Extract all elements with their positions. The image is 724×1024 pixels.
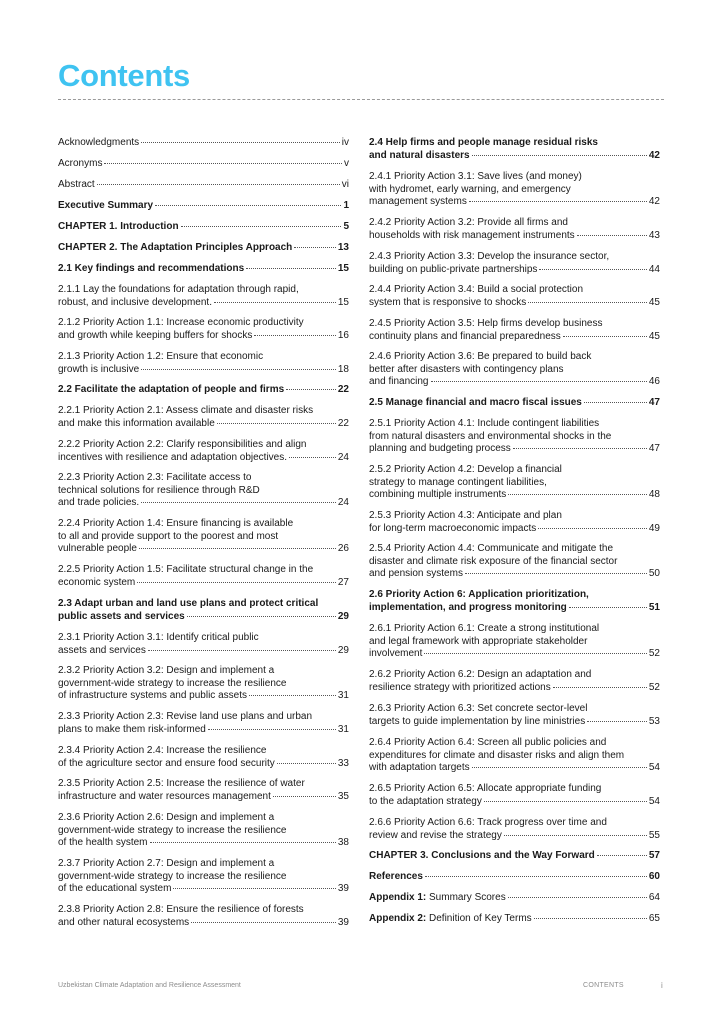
toc-entry[interactable]: [58, 518, 349, 556]
toc-entry-line: [58, 611, 349, 624]
toc-entry-text: and pension systems: [369, 568, 463, 580]
toc-entry-text: to all and provide support to the poorest and most: [58, 530, 279, 542]
toc-entry[interactable]: [369, 703, 660, 728]
toc-entry-text: Definition of Key Terms: [429, 913, 532, 924]
toc-entry[interactable]: [58, 221, 349, 234]
toc-entry-text: strategy to manage contingent liabilities,: [369, 476, 547, 488]
toc-entry-text: 2.4 Help firms and people manage residual risks: [369, 137, 598, 148]
toc-entry-text: 2.2.1 Priority Action 2.1: Assess climate and disaster risks: [58, 405, 314, 416]
footer-page-number: i: [661, 981, 663, 990]
toc-entry-line: [369, 762, 660, 775]
dot-leader: [539, 269, 646, 270]
toc-entry-text: households with risk management instruments: [369, 229, 575, 241]
dot-leader: [277, 763, 336, 764]
toc-entry-text: 2.4.3 Priority Action 3.3: Develop the insurance sector,: [369, 251, 610, 262]
toc-entry[interactable]: [58, 439, 349, 464]
dot-leader: [425, 876, 647, 877]
dot-leader: [137, 582, 336, 583]
toc-entry-line: [369, 796, 660, 809]
toc-entry[interactable]: [58, 242, 349, 255]
toc-entry-line: [369, 913, 660, 926]
toc-entry[interactable]: [369, 783, 660, 808]
toc-page-number: 65: [648, 913, 660, 924]
toc-page-number: 54: [648, 795, 660, 807]
toc-entry[interactable]: [58, 200, 349, 213]
toc-page-number: 57: [648, 850, 660, 861]
toc-entry-line: [369, 297, 660, 310]
toc-entry-text: of the agriculture sector and ensure food security: [58, 757, 275, 769]
dot-leader: [155, 205, 341, 206]
toc-page-number: 35: [337, 790, 349, 802]
toc-entry-text: 2.2.4 Priority Action 1.4: Ensure financing is available: [58, 518, 294, 529]
toc-entry-line: [369, 568, 660, 581]
toc-page-number: 29: [337, 610, 349, 622]
toc-entry[interactable]: [369, 251, 660, 276]
dot-leader: [150, 842, 336, 843]
toc-entry-text: involvement: [369, 648, 423, 660]
toc-entry-line: [369, 523, 660, 536]
toc-entry[interactable]: [58, 665, 349, 703]
toc-entry-text: 2.5 Manage financial and macro fiscal issues: [369, 397, 582, 408]
toc-entry-text: continuity plans and financial preparedness: [369, 330, 561, 342]
toc-entry-text: robust, and inclusive development.: [58, 296, 212, 308]
toc-entry-text: 2.1.2 Priority Action 1.1: Increase economic productivity: [58, 317, 304, 328]
toc-entry[interactable]: [369, 817, 660, 842]
toc-entry-text: assets and services: [58, 644, 146, 656]
dot-leader: [504, 835, 647, 836]
toc-entry-text: 2.3 Adapt urban and land use plans and protect critical: [58, 598, 319, 609]
dot-leader: [141, 502, 336, 503]
toc-entry-text: and other natural ecosystems: [58, 916, 190, 928]
toc-page-number: 5: [343, 221, 349, 232]
toc-page-number: 18: [337, 363, 349, 375]
toc-entry-text: References: [369, 871, 423, 882]
dot-leader: [484, 801, 647, 802]
toc-entry-line: [369, 830, 660, 843]
toc-page-number: 45: [648, 330, 660, 342]
toc-entry[interactable]: [369, 510, 660, 535]
dot-leader: [289, 457, 336, 458]
page-title: Contents: [58, 58, 190, 93]
toc-entry-text: 2.6.4 Priority Action 6.4: Screen all public policies and: [369, 737, 607, 748]
toc-entry-text: 2.4.4 Priority Action 3.4: Build a social protection: [369, 284, 584, 295]
toc-entry-text: 2.6.5 Priority Action 6.5: Allocate appropriate funding: [369, 783, 602, 794]
dot-leader: [597, 855, 647, 856]
toc-entry[interactable]: [369, 397, 660, 410]
toc-entry-text: management systems: [369, 196, 467, 208]
toc-entry[interactable]: [369, 171, 660, 209]
toc-entry-text: 2.3.8 Priority Action 2.8: Ensure the resilience of forests: [58, 904, 304, 915]
toc-entry[interactable]: [369, 737, 660, 775]
dot-leader: [534, 918, 647, 919]
toc-entry[interactable]: [58, 158, 349, 171]
toc-entry-text: government-wide strategy to increase the resilience: [58, 677, 287, 689]
dot-leader: [273, 796, 336, 797]
toc-entry-text: 2.3.6 Priority Action 2.6: Design and implement a: [58, 812, 275, 823]
toc-page-number: 16: [337, 329, 349, 341]
dot-leader: [513, 448, 647, 449]
toc-page-number: 15: [337, 296, 349, 308]
toc-entry-line: [58, 791, 349, 804]
toc-entry-text: for long-term macroeconomic impacts: [369, 522, 537, 534]
toc-entry-text: 2.5.3 Priority Action 4.3: Anticipate and plan: [369, 510, 562, 521]
toc-page-number: 45: [648, 296, 660, 308]
toc-entry[interactable]: [58, 711, 349, 736]
toc-entry[interactable]: [58, 384, 349, 397]
toc-entry[interactable]: [58, 317, 349, 342]
toc-entry-line: [58, 883, 349, 896]
toc-entry-line: [369, 331, 660, 344]
toc-entry-text: 2.3.5 Priority Action 2.5: Increase the resilience of water: [58, 778, 305, 789]
toc-entry[interactable]: [369, 871, 660, 884]
toc-entry-text: 2.6.3 Priority Action 6.3: Set concrete sector-level: [369, 703, 588, 714]
dot-leader: [191, 922, 336, 923]
dot-leader: [254, 335, 336, 336]
toc-entry-text: Abstract: [58, 179, 95, 190]
dot-leader: [97, 184, 340, 185]
toc-entry-line: [369, 892, 660, 905]
dot-leader: [465, 573, 647, 574]
toc-entry-text: combining multiple instruments: [369, 489, 507, 501]
toc-entry-line: [369, 850, 660, 863]
toc-page-number: 51: [648, 601, 660, 613]
appendix-label: Appendix 1:: [369, 892, 427, 903]
toc-page-number: 15: [337, 263, 349, 274]
dot-leader: [587, 721, 647, 722]
toc-entry-text: government-wide strategy to increase the resilience: [58, 870, 287, 882]
dot-leader: [538, 528, 647, 529]
toc-page-number: 38: [337, 837, 349, 849]
toc-page-number: 47: [648, 397, 660, 408]
toc-entry-line: [369, 443, 660, 456]
toc-entry-text: 2.6 Priority Action 6: Application prioritization,: [369, 589, 589, 600]
toc-entry-text: technical solutions for resilience through R&D: [58, 484, 260, 496]
dot-leader: [472, 155, 647, 156]
toc-entry-line: [369, 264, 660, 277]
toc-entry-text: public assets and services: [58, 610, 185, 622]
toc-page-number: v: [344, 158, 349, 169]
toc-entry[interactable]: [369, 589, 660, 614]
dot-leader: [214, 302, 336, 303]
dot-leader: [431, 381, 647, 382]
toc-entry-text: planning and budgeting process: [369, 443, 511, 455]
toc-entry[interactable]: [58, 745, 349, 770]
toc-entry-text: CHAPTER 2. The Adaptation Principles Approach: [58, 242, 293, 253]
toc-page-number: 22: [337, 417, 349, 429]
toc-entry-text: from natural disasters and environmental shocks in the: [369, 430, 612, 442]
title-divider: [58, 99, 664, 100]
toc-entry-text: 2.1.3 Priority Action 1.2: Ensure that economic: [58, 351, 264, 362]
toc-entry[interactable]: [58, 632, 349, 657]
dot-leader: [424, 653, 647, 654]
toc-entry-text: building on public-private partnerships: [369, 263, 538, 275]
toc-entry-text: and trade policies.: [58, 497, 140, 509]
toc-entry-text: Executive Summary: [58, 200, 154, 211]
toc-page-number: vi: [341, 179, 349, 190]
toc-page-number: 49: [648, 522, 660, 534]
toc-entry-text: 2.6.6 Priority Action 6.6: Track progress over time and: [369, 817, 607, 828]
toc-page-number: 33: [337, 757, 349, 769]
toc-page-number: 54: [648, 762, 660, 774]
toc-entry[interactable]: [369, 543, 660, 581]
toc-entry-line: [58, 242, 349, 255]
toc-entry-line: [369, 196, 660, 209]
toc-entry-text: CHAPTER 1. Introduction: [58, 221, 179, 232]
toc-entry-text: infrastructure and water resources management: [58, 790, 271, 802]
toc-page-number: 39: [337, 916, 349, 928]
toc-entry-text: 2.4.2 Priority Action 3.2: Provide all firms and: [369, 217, 568, 228]
toc-entry-line: [58, 179, 349, 192]
toc-page-number: 52: [648, 648, 660, 660]
toc-page-number: 55: [648, 829, 660, 841]
toc-entry-text: with adaptation targets: [369, 762, 470, 774]
toc-entry-text: economic system: [58, 576, 136, 588]
toc-page-number: 24: [337, 497, 349, 509]
toc-entry-text: 2.5.2 Priority Action 4.2: Develop a financial: [369, 464, 562, 475]
toc-entry-line: [58, 137, 349, 150]
toc-entry[interactable]: [58, 904, 349, 929]
toc-entry-line: [369, 871, 660, 884]
toc-entry-text: vulnerable people: [58, 543, 137, 555]
toc-entry-text: incentives with resilience and adaptation objectives.: [58, 451, 288, 463]
toc-entry[interactable]: [369, 892, 660, 905]
toc-page-number: 42: [648, 149, 660, 161]
dot-leader: [584, 402, 647, 403]
toc-page-number: 42: [648, 196, 660, 208]
toc-entry-text: better after disasters with contingency plans: [369, 363, 564, 375]
toc-entry-line: [369, 150, 660, 163]
toc-entry-text: and make this information available: [58, 417, 215, 429]
dot-leader: [208, 729, 336, 730]
toc-entry-text: 2.6.2 Priority Action 6.2: Design an adaptation and: [369, 669, 592, 680]
dot-leader: [563, 336, 647, 337]
toc-page-number: 44: [648, 263, 660, 275]
toc-entry[interactable]: [58, 263, 349, 276]
dot-leader: [187, 616, 336, 617]
toc-page-number: 1: [343, 200, 349, 211]
dot-leader: [472, 767, 647, 768]
toc-entry[interactable]: [369, 217, 660, 242]
toc-entry-text: Summary Scores: [429, 892, 506, 903]
toc-entry-line: [58, 645, 349, 658]
toc-entry-text: 2.4.1 Priority Action 3.1: Save lives (and money): [369, 171, 582, 182]
toc-entry[interactable]: [58, 812, 349, 850]
toc-entry-text: 2.2 Facilitate the adaptation of people and firms: [58, 384, 285, 395]
toc-entry-text: 2.3.2 Priority Action 3.2: Design and implement a: [58, 665, 275, 676]
toc-entry[interactable]: [369, 284, 660, 309]
toc-page-number: 60: [648, 871, 660, 882]
toc-entry[interactable]: [58, 858, 349, 896]
toc-entry-line: [369, 716, 660, 729]
toc-entry-text: government-wide strategy to increase the resilience: [58, 824, 287, 836]
toc-entry-text: disaster and climate risk exposure of the financial sector: [369, 555, 618, 567]
toc-page-number: 46: [648, 376, 660, 388]
toc-entry-line: [58, 577, 349, 590]
toc-entry-line: [58, 330, 349, 343]
toc-entry-text: 2.4.6 Priority Action 3.6: Be prepared to build back: [369, 351, 592, 362]
toc-entry-text: 2.3.7 Priority Action 2.7: Design and implement a: [58, 858, 275, 869]
toc-entry-line: [58, 364, 349, 377]
toc-entry-line: [369, 376, 660, 389]
dot-leader: [173, 888, 335, 889]
toc-entry-text: and legal framework with appropriate stakeholder: [369, 635, 588, 647]
toc-entry-text: of the health system: [58, 837, 148, 849]
toc-entry-line: [369, 230, 660, 243]
toc-entry-line: [58, 263, 349, 276]
toc-entry-text: of infrastructure systems and public assets: [58, 690, 247, 702]
toc-entry[interactable]: [58, 351, 349, 376]
toc-page-number: 26: [337, 543, 349, 555]
toc-page-number: 64: [648, 892, 660, 903]
toc-entry-text: Acknowledgments: [58, 137, 140, 148]
toc-entry-text: and natural disasters: [369, 149, 470, 161]
dot-leader: [141, 369, 336, 370]
toc-entry-line: [58, 384, 349, 397]
toc-entry[interactable]: [58, 778, 349, 803]
dot-leader: [104, 163, 342, 164]
dot-leader: [141, 142, 340, 143]
toc-entry[interactable]: [369, 318, 660, 343]
toc-entry-text: 2.2.3 Priority Action 2.3: Facilitate access to: [58, 472, 252, 483]
toc-entry[interactable]: [369, 623, 660, 661]
footer-report-title: Uzbekistan Climate Adaptation and Resilience Assessment: [58, 982, 241, 989]
dot-leader: [528, 302, 647, 303]
toc-entry-text: 2.2.5 Priority Action 1.5: Facilitate structural change in the: [58, 564, 314, 575]
toc-page-number: 22: [337, 384, 349, 395]
toc-entry[interactable]: [369, 464, 660, 502]
toc-entry-line: [58, 497, 349, 510]
toc-entry-text: to the adaptation strategy: [369, 795, 482, 807]
toc-page-number: 53: [648, 715, 660, 727]
toc-entry-line: [369, 397, 660, 410]
toc-entry[interactable]: [369, 669, 660, 694]
toc-entry-text: 2.5.1 Priority Action 4.1: Include contingent liabilities: [369, 418, 600, 429]
toc-entry[interactable]: [369, 850, 660, 863]
toc-entry-text: CHAPTER 3. Conclusions and the Way Forward: [369, 850, 595, 861]
toc-page-number: 50: [648, 568, 660, 580]
toc-entry-text: with hydromet, early warning, and emergency: [369, 183, 571, 195]
toc-page-number: 48: [648, 489, 660, 501]
toc-entry[interactable]: [58, 472, 349, 510]
dot-leader: [148, 650, 336, 651]
toc-entry-line: [369, 602, 660, 615]
dot-leader: [553, 687, 647, 688]
toc-page-number: 13: [337, 242, 349, 253]
toc-entry-text: growth is inclusive: [58, 363, 140, 375]
toc-page-number: 31: [337, 690, 349, 702]
dot-leader: [246, 268, 336, 269]
dot-leader: [286, 389, 336, 390]
toc-entry-line: [58, 221, 349, 234]
toc-entry[interactable]: [58, 405, 349, 430]
toc-entry[interactable]: [58, 137, 349, 150]
dot-leader: [139, 548, 336, 549]
toc-entry-text: 2.4.5 Priority Action 3.5: Help firms develop business: [369, 318, 603, 329]
toc-entry-line: [58, 297, 349, 310]
toc-entry[interactable]: [58, 284, 349, 309]
dot-leader: [508, 494, 647, 495]
toc-entry-text: of the educational system: [58, 883, 172, 895]
dot-leader: [217, 423, 336, 424]
toc-entry-line: [58, 690, 349, 703]
toc-entry-line: [369, 682, 660, 695]
footer-section-label: CONTENTS: [583, 982, 624, 989]
dot-leader: [294, 247, 336, 248]
dot-leader: [469, 201, 647, 202]
dot-leader: [508, 897, 647, 898]
toc-page-number: 29: [337, 644, 349, 656]
toc-entry-line: [58, 418, 349, 431]
dot-leader: [181, 226, 342, 227]
toc-entry[interactable]: [369, 137, 660, 162]
toc-page-number: 27: [337, 576, 349, 588]
toc-entry-line: [369, 648, 660, 661]
toc-entry-text: 2.3.4 Priority Action 2.4: Increase the resilience: [58, 745, 267, 756]
toc-entry-line: [58, 200, 349, 213]
toc-entry-text: resilience strategy with prioritized actions: [369, 681, 551, 693]
toc-entry-text: targets to guide implementation by line ministries: [369, 715, 586, 727]
toc-page-number: 43: [648, 229, 660, 241]
toc-entry-text: expenditures for climate and disaster risks and align them: [369, 749, 625, 761]
toc-page-number: 24: [337, 451, 349, 463]
toc-entry-text: implementation, and progress monitoring: [369, 601, 567, 613]
toc-entry-text: 2.5.4 Priority Action 4.4: Communicate and mitigate the: [369, 543, 614, 554]
toc-entry[interactable]: [369, 418, 660, 456]
toc-entry-line: [58, 758, 349, 771]
toc-entry-text: and financing: [369, 376, 429, 388]
toc-entry-line: [58, 543, 349, 556]
toc-entry-text: 2.2.2 Priority Action 2.2: Clarify responsibilities and align: [58, 439, 307, 450]
toc-page-number: 52: [648, 681, 660, 693]
toc-page-number: 47: [648, 443, 660, 455]
toc-entry-line: [58, 158, 349, 171]
toc-entry[interactable]: [58, 564, 349, 589]
toc-entry-text: plans to make them risk-informed: [58, 723, 206, 735]
toc-entry-text: 2.3.3 Priority Action 2.3: Revise land use plans and urban: [58, 711, 313, 722]
toc-entry-text: review and revise the strategy: [369, 829, 502, 841]
dot-leader: [249, 695, 336, 696]
toc-page-number: 31: [337, 723, 349, 735]
toc-entry[interactable]: [58, 598, 349, 623]
toc-entry[interactable]: [58, 179, 349, 192]
appendix-label: Appendix 2:: [369, 913, 427, 924]
toc-entry-text: system that is responsive to shocks: [369, 296, 527, 308]
toc-entry-text: 2.3.1 Priority Action 3.1: Identify critical public: [58, 632, 259, 643]
toc-entry-text: 2.1 Key findings and recommendations: [58, 263, 245, 274]
toc-entry-line: [58, 724, 349, 737]
dot-leader: [577, 235, 647, 236]
toc-entry-line: [58, 837, 349, 850]
toc-entry-text: 2.1.1 Lay the foundations for adaptation through rapid,: [58, 284, 299, 295]
toc-entry[interactable]: [369, 913, 660, 926]
dot-leader: [569, 607, 647, 608]
toc-page-number: iv: [341, 137, 349, 148]
toc-entry-text: Acronyms: [58, 158, 103, 169]
toc-entry-text: 2.6.1 Priority Action 6.1: Create a strong institutional: [369, 623, 600, 634]
toc-entry-line: [58, 917, 349, 930]
toc-entry[interactable]: [369, 351, 660, 389]
toc-page-number: 39: [337, 883, 349, 895]
toc-entry-line: [58, 452, 349, 465]
toc-entry-text: and growth while keeping buffers for shocks: [58, 329, 253, 341]
toc-entry-line: [369, 489, 660, 502]
